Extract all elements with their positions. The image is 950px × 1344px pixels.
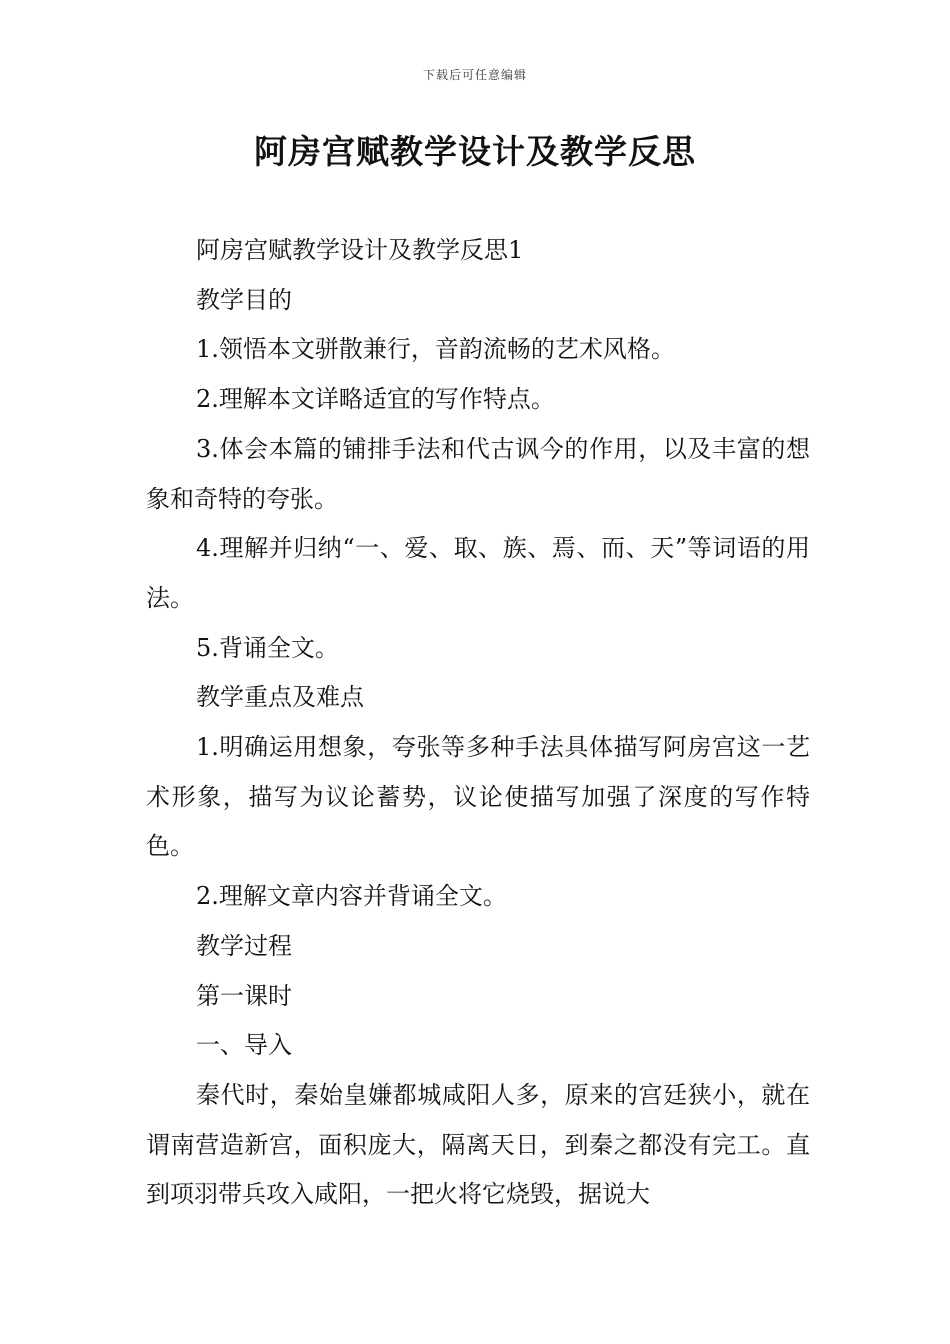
paragraph-objective-2: 2.理解本文详略适宜的写作特点。 — [196, 385, 555, 414]
paragraph-subtitle: 阿房宫赋教学设计及教学反思1 — [196, 236, 524, 264]
document-body — [146, 226, 810, 1220]
paragraph-intro-text: 秦代时，秦始皇嫌都城咸阳人多，原来的宫廷狭小，就在谓南营造新宫，面积庞大，隔离天日，到秦之都没有完工。直到项羽带兵攻入咸阳，一把火将它烧毁，据说大 — [146, 1080, 810, 1209]
paragraph-heading-focus: 教学重点及难点 — [196, 683, 364, 712]
document-title: 阿房宫赋教学设计及教学反思 — [254, 132, 696, 171]
header-note: 下载后可任意编辑 — [422, 68, 527, 82]
paragraph-objective-4: 4.理解并归纳“一、爱、取、族、焉、而、天”等词语的用法。 — [146, 534, 810, 612]
paragraph-lesson-one: 第一课时 — [196, 981, 292, 1010]
paragraph-objective-5: 5.背诵全文。 — [196, 633, 339, 662]
paragraph-heading-objectives: 教学目的 — [196, 285, 292, 314]
paragraph-focus-2: 2.理解文章内容并背诵全文。 — [196, 882, 507, 911]
paragraph-focus-1: 1.明确运用想象，夸张等多种手法具体描写阿房宫这一艺术形象，描写为议论蓄势，议论使描写加强了深度的写作特色。 — [146, 733, 810, 861]
paragraph-section-intro: 一、导入 — [196, 1031, 292, 1060]
paragraph-heading-process: 教学过程 — [196, 931, 292, 960]
paragraph-objective-1: 1.领悟本文骈散兼行，音韵流畅的艺术风格。 — [196, 335, 675, 364]
paragraph-objective-3: 3.体会本篇的铺排手法和代古讽今的作用，以及丰富的想象和奇特的夸张。 — [146, 434, 810, 513]
